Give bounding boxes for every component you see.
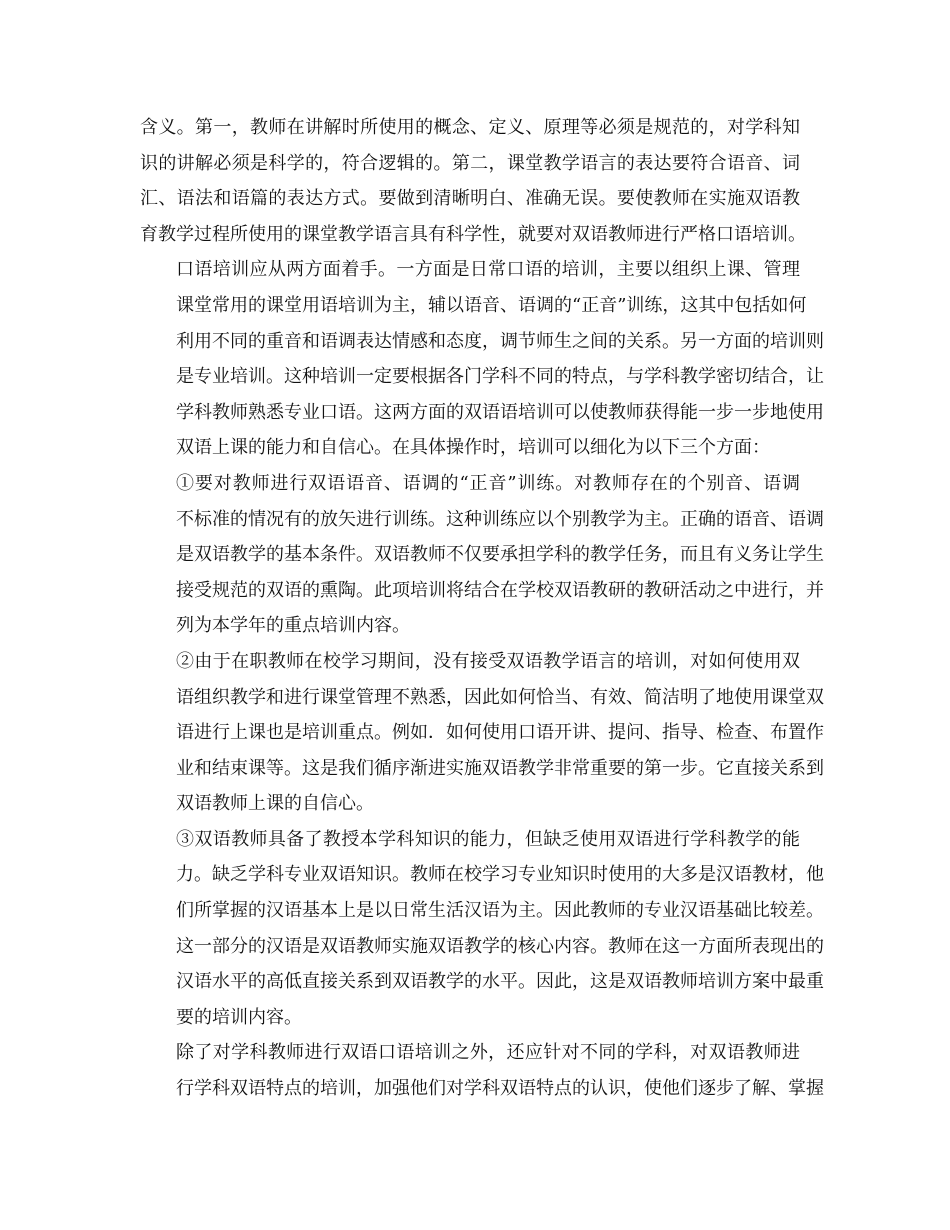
text-line: 育教学过程所使用的课堂教学语言具有科学性，就要对双语教师进行严格口语培训。 — [140, 223, 806, 245]
text-line: 学科教师熟悉专业口语。这两方面的双语语培训可以使教师获得能一步一步地使用 — [176, 401, 824, 423]
text-line: 识的讲解必须是科学的，符合逻辑的。第二，课堂教学语言的表达要符合语音、词 — [140, 152, 800, 174]
text-line: 语进行上课也是培训重点。例如．如何使用口语开讲、提问、指导、检查、布置作 — [176, 722, 824, 744]
text-line: 这一部分的汉语是双语教师实施双语教学的核心内容。教师在这一方面所表现出的 — [176, 935, 824, 957]
text-line: ②由于在职教师在校学习期间，没有接受双语教学语言的培训，对如何使用双 — [176, 650, 800, 672]
paragraph-5 — [140, 822, 824, 1036]
document-body — [140, 110, 824, 1107]
text-line: 语组织教学和进行课堂管理不熟悉，因此如何恰当、有效、简洁明了地使用课堂双 — [176, 686, 824, 708]
text-line: 汇、语法和语篇的表达方式。要做到清晰明白、准确无误。要使教师在实施双语教 — [140, 188, 800, 210]
text-line: 要的培训内容。 — [176, 1006, 302, 1028]
paragraph-2 — [140, 252, 824, 466]
text-line: 接受规范的双语的熏陶。此项培训将结合在学校双语教研的教研活动之中进行，并 — [176, 579, 824, 601]
paragraph-1 — [140, 110, 806, 252]
paragraph-4 — [140, 644, 824, 822]
text-line: 含义。第一，教师在讲解时所使用的概念、定义、原理等必须是规范的，对学科知 — [140, 117, 800, 138]
text-line: 们所掌握的汉语基本上是以日常生活汉语为主。因此教师的专业汉语基础比较差。 — [176, 900, 824, 922]
text-line: ①要对教师进行双语语音、语调的“正音”训练。对教师存在的个别音、语调 — [176, 472, 800, 494]
paragraph-3 — [140, 466, 824, 644]
text-line: 是专业培训。这种培训一定要根据各门学科不同的特点，与学科教学密切结合，让 — [176, 366, 824, 388]
text-line: 列为本学年的重点培训内容。 — [176, 615, 410, 637]
text-line: 是双语教学的基本条件。双语教师不仅要承担学科的教学任务，而且有义务让学生 — [176, 544, 824, 566]
text-line: 利用不同的重音和语调表达情感和态度，调节师生之间的关系。另一方面的培训则 — [176, 330, 824, 352]
text-line: 业和结束课等。这是我们循序渐进实施双语教学非常重要的第一步。它直接关系到 — [176, 757, 824, 779]
text-line: 口语培训应从两方面着手。一方面是日常口语的培训，主要以组织上课、管理 — [176, 259, 800, 281]
text-line: 双语上课的能力和自信心。在具体操作时，培训可以细化为以下三个方面： — [176, 437, 770, 459]
text-line: ③双语教师具备了教授本学科知识的能力，但缺乏使用双语进行学科教学的能 — [176, 828, 800, 850]
text-line: 双语教师上课的自信心。 — [176, 793, 374, 815]
text-line: 汉语水平的高低直接关系到双语教学的水平。因此，这是双语教师培训方案中最重 — [176, 971, 824, 993]
text-line: 不标准的情况有的放矢进行训练。这种训练应以个别教学为主。正确的语音、语调 — [176, 508, 824, 530]
text-line: 除了对学科教师进行双语口语培训之外，还应针对不同的学科，对双语教师进 — [176, 1042, 800, 1064]
text-line: 课堂常用的课堂用语培训为主，辅以语音、语调的“正音”训练，这其中包括如何 — [176, 294, 807, 316]
paragraph-6 — [140, 1035, 824, 1106]
text-line: 行学科双语特点的培训，加强他们对学科双语特点的认识，使他们逐步了解、掌握 — [176, 1078, 824, 1100]
text-line: 力。缺乏学科专业双语知识。教师在校学习专业知识时使用的大多是汉语教材，他 — [176, 864, 824, 886]
